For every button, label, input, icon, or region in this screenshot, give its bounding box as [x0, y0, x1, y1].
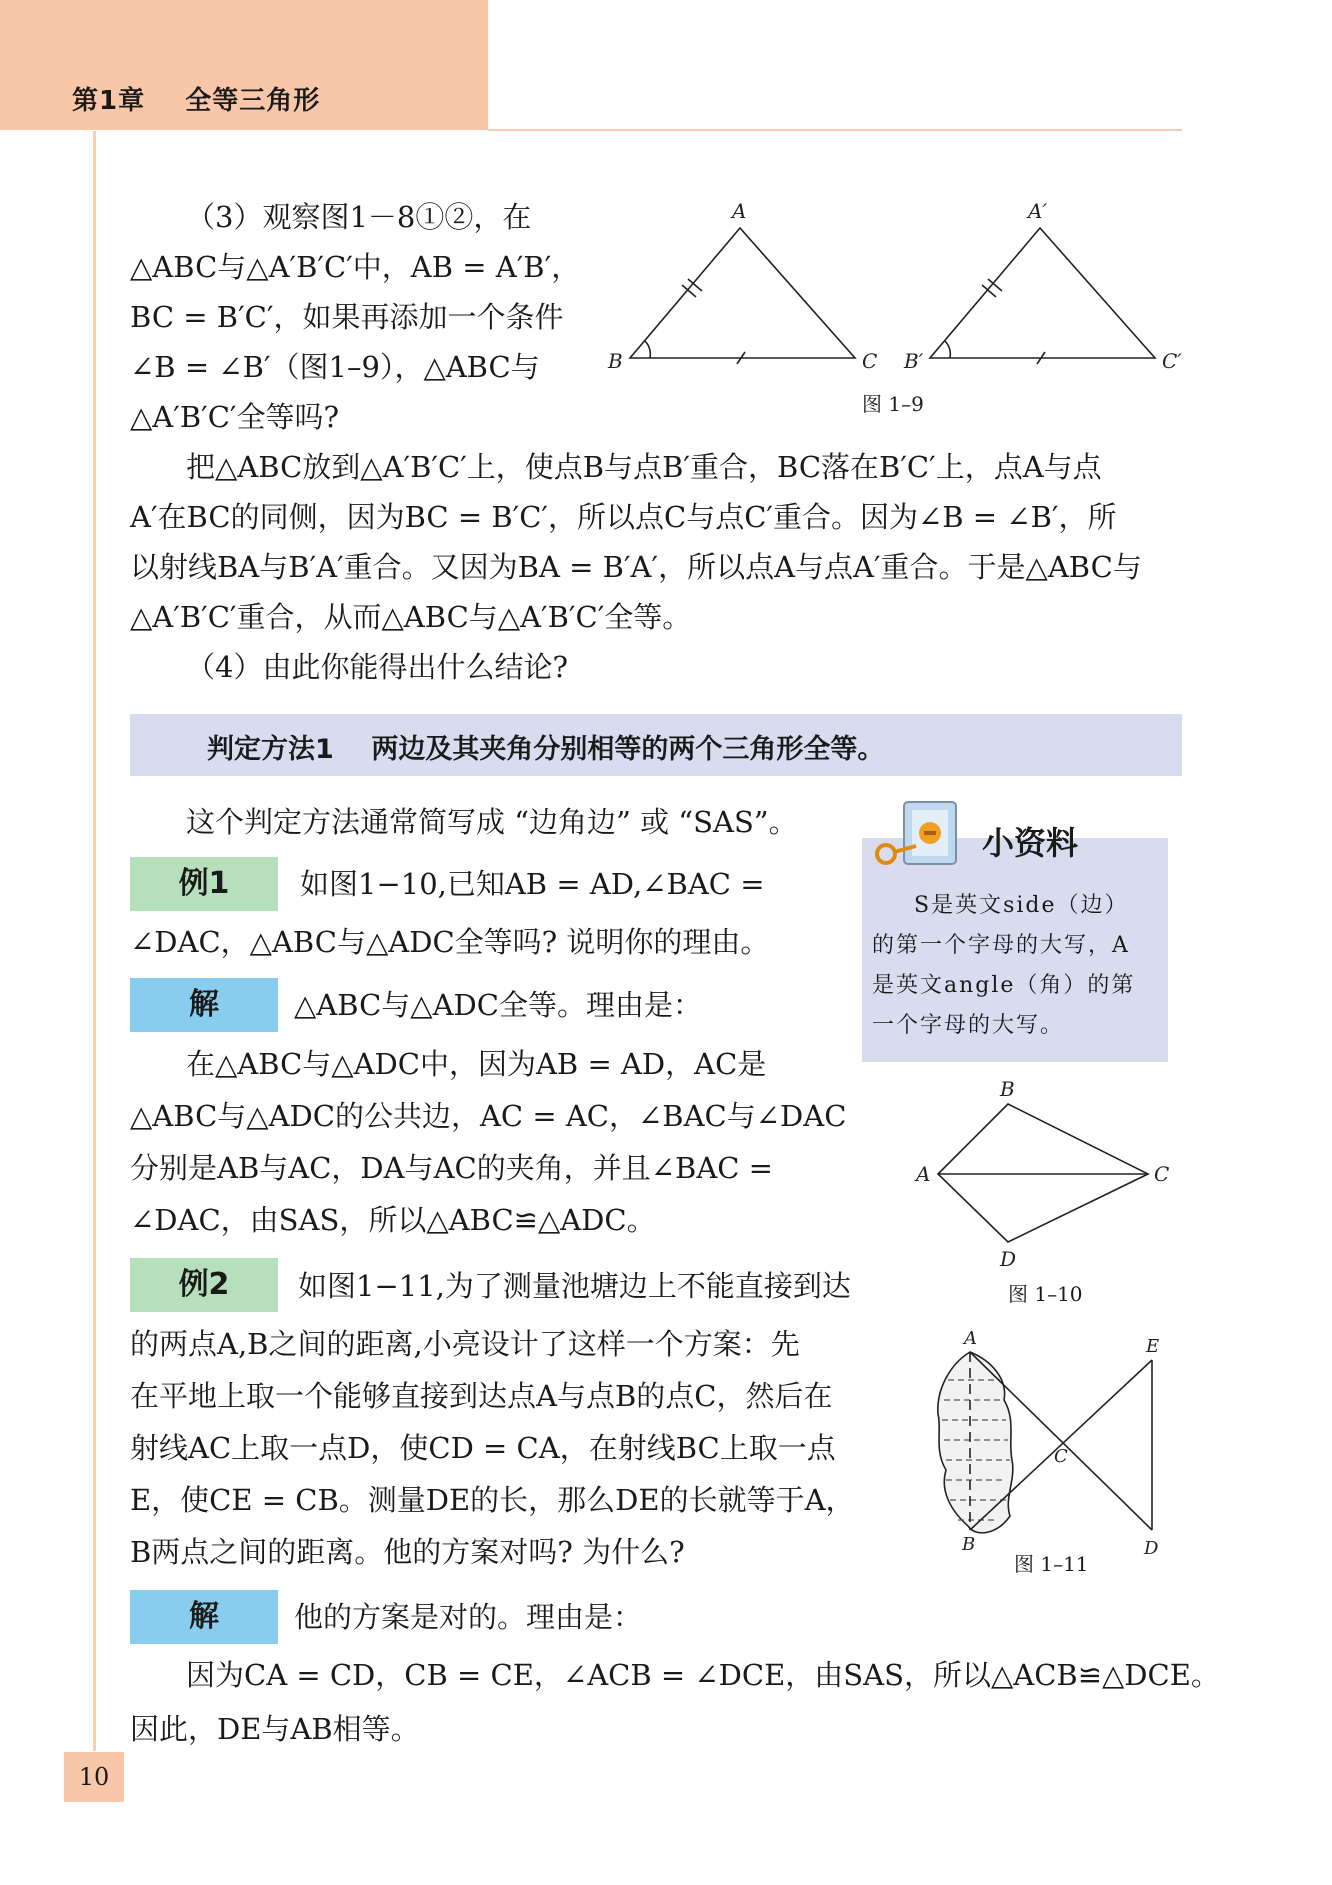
label-b: B: [1000, 1077, 1015, 1101]
header-rule: [488, 129, 1182, 131]
label-a: A: [916, 1162, 931, 1186]
figure-1-11: [920, 1330, 1182, 1560]
chapter-title: 第1章 全等三角形: [72, 86, 321, 116]
info-line: 的第一个字母的大写，A: [872, 933, 1130, 958]
example1-line: ∠DAC，△ABC与△ADC全等吗? 说明你的理由。: [130, 925, 770, 959]
figure-1-9: [600, 198, 1190, 418]
info-line: 一个字母的大写。: [872, 1013, 1065, 1038]
proof-line: A′在BC的同侧，因为BC = B′C′，所以点C与点C′重合。因为∠B = ∠B′，所: [130, 500, 1117, 534]
triangle-abc: [630, 228, 855, 358]
proof-line: △A′B′C′重合，从而△ABC与△A′B′C′全等。: [130, 600, 692, 634]
example2-line: 如图1−11,为了测量池塘边上不能直接到达: [298, 1269, 851, 1303]
example2-tag: 例2: [130, 1258, 278, 1312]
label-d: D: [1144, 1538, 1159, 1559]
proof-line: 以射线BA与B′A′重合。又因为BA = B′A′，所以点A与点A′重合。于是△ABC与: [130, 550, 1142, 584]
key-safe-icon: [872, 798, 968, 878]
part3-line: △ABC与△A′B′C′中，AB = A′B′，: [130, 250, 581, 284]
triangle-a1b1c1: [930, 228, 1155, 358]
key-method-text: 判定方法1 两边及其夹角分别相等的两个三角形全等。: [207, 734, 885, 765]
solution1-line: ∠DAC，由SAS，所以△ABC≌△ADC。: [130, 1203, 656, 1237]
solution2-first: 他的方案是对的。理由是：: [294, 1600, 643, 1634]
figure-1-10: [910, 1074, 1180, 1284]
label-a: A: [732, 199, 747, 223]
solution2-tag: 解: [130, 1590, 278, 1644]
label-e: E: [1146, 1336, 1160, 1357]
label-b: B: [962, 1534, 976, 1555]
part3-line: BC = B′C′，如果再添加一个条件: [130, 300, 564, 334]
label-c: C: [1054, 1446, 1068, 1467]
label-d: D: [1000, 1247, 1017, 1271]
label-b-prime: B′: [904, 349, 924, 373]
pond-shape: [938, 1352, 1013, 1533]
example2-line: E，使CE = CB。测量DE的长，那么DE的长就等于A，: [130, 1483, 855, 1517]
label-c: C: [1154, 1162, 1170, 1186]
label-a-prime: A′: [1028, 199, 1047, 223]
part3-line: （3）观察图1－8①②，在: [186, 200, 532, 234]
solution1-line: 在△ABC与△ADC中，因为AB = AD，AC是: [186, 1047, 767, 1081]
info-line: S是英文side（边）: [914, 893, 1129, 918]
info-line: 是英文angle（角）的第: [872, 973, 1136, 998]
solution1-first: △ABC与△ADC全等。理由是：: [294, 988, 702, 1022]
proof-line: 把△ABC放到△A′B′C′上，使点B与点B′重合，BC落在B′C′上，点A与点: [186, 450, 1102, 484]
margin-rule: [93, 131, 96, 1751]
solution2-line: 因为CA = CD，CB = CE，∠ACB = ∠DCE，由SAS，所以△ACB≌△DCE。: [186, 1658, 1220, 1692]
part4-question: （4）由此你能得出什么结论?: [186, 650, 568, 684]
solution2-line: 因此，DE与AB相等。: [130, 1712, 420, 1746]
label-b: B: [608, 349, 623, 373]
example2-line: 在平地上取一个能够直接到达点A与点B的点C，然后在: [130, 1379, 833, 1413]
figure-1-10-caption: 图 1–10: [1008, 1282, 1083, 1306]
quadrilateral-abcd: [938, 1104, 1148, 1242]
page-number: 10: [64, 1752, 124, 1802]
info-title: 小资料: [982, 824, 1079, 862]
example2-line: 射线AC上取一点D，使CD = CA，在射线BC上取一点: [130, 1431, 836, 1465]
figure-1-11-caption: 图 1–11: [1014, 1552, 1089, 1576]
example2-line: B两点之间的距离。他的方案对吗? 为什么?: [130, 1535, 685, 1569]
part3-line: ∠B = ∠B′（图1–9），△ABC与: [130, 350, 540, 384]
example1-tag: 例1: [130, 857, 278, 911]
solution1-line: 分别是AB与AC，DA与AC的夹角，并且∠BAC =: [130, 1151, 773, 1185]
solution1-line: △ABC与△ADC的公共边，AC = AC，∠BAC与∠DAC: [130, 1099, 847, 1133]
example2-line: 的两点A,B之间的距离,小亮设计了这样一个方案：先: [130, 1327, 800, 1361]
label-a: A: [964, 1330, 977, 1349]
figure-1-9-caption: 图 1–9: [862, 392, 924, 416]
example1-line: 如图1−10,已知AB = AD,∠BAC =: [300, 867, 765, 901]
label-c: C: [862, 349, 878, 373]
label-c-prime: C′: [1162, 349, 1182, 373]
part3-line: △A′B′C′全等吗?: [130, 400, 340, 434]
abbrev-line: 这个判定方法通常简写成 “边角边” 或 “SAS”。: [186, 805, 798, 839]
solution1-tag: 解: [130, 978, 278, 1032]
